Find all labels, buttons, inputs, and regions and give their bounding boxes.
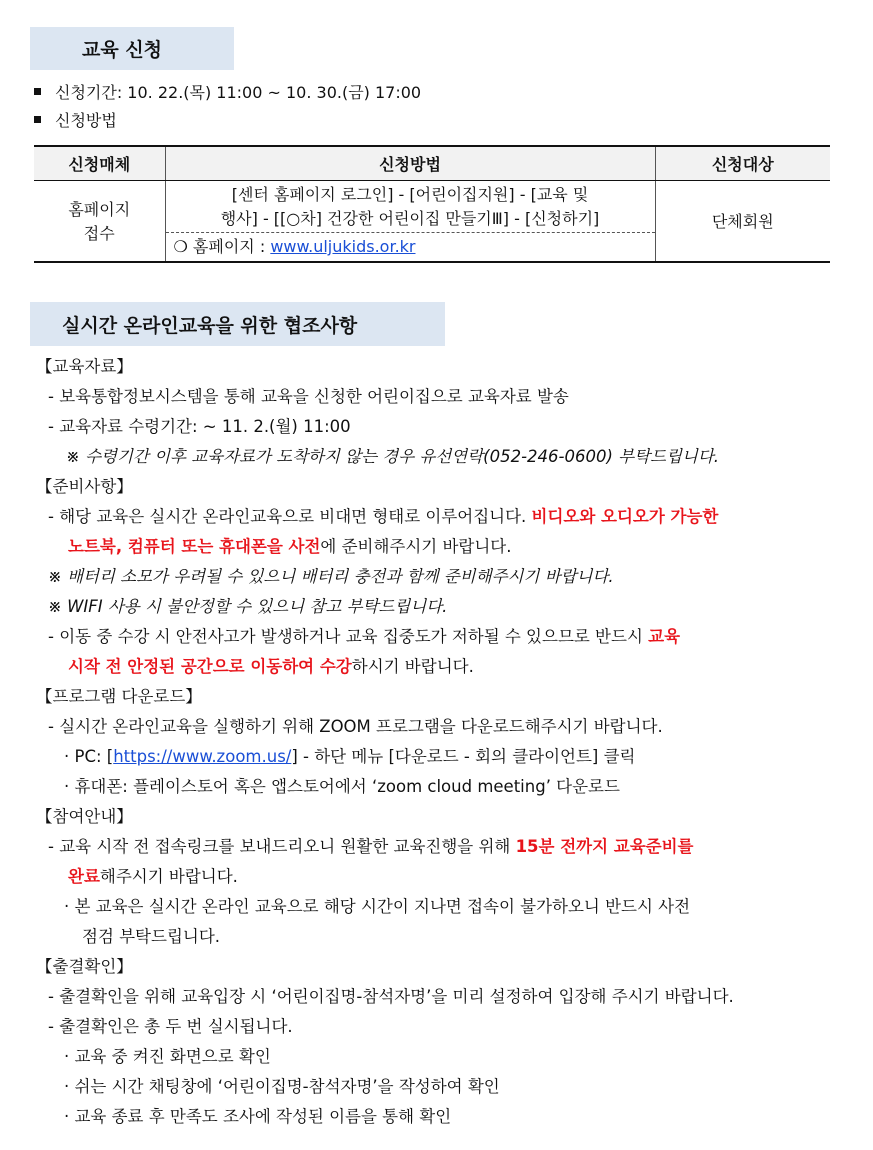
list-item-cont bbox=[36, 652, 836, 682]
text: - 교육 시작 전 접속링크를 보내드리오니 원활한 교육진행을 위해 bbox=[48, 837, 516, 856]
table-cell-media: 홈페이지 접수 bbox=[34, 181, 165, 263]
section-title-cooperation bbox=[30, 302, 445, 346]
square-bullet-icon bbox=[34, 88, 41, 95]
method-line: 행사] - [[○차] 건강한 어린이집 만들기Ⅲ] - [신청하기] bbox=[220, 209, 600, 228]
text: - 해당 교육은 실시간 온라인교육으로 비대면 형태로 이루어집니다. bbox=[48, 507, 532, 526]
homepage-label: ❍ 홈페이지 : bbox=[173, 237, 271, 256]
highlight-text: 시작 전 안정된 공간으로 이동하여 수강 bbox=[68, 657, 352, 676]
apply-method bbox=[34, 108, 117, 131]
list-item bbox=[36, 622, 836, 652]
section-title-text: 실시간 온라인교육을 위한 협조사항 bbox=[62, 314, 358, 337]
highlight-text: 완료 bbox=[68, 867, 100, 886]
sub-item: · 교육 중 켜진 화면으로 확인 bbox=[64, 1047, 271, 1066]
homepage-link[interactable]: www.uljukids.or.kr bbox=[270, 237, 416, 256]
table-header-method: 신청방법 bbox=[165, 146, 655, 181]
text: ] - 하단 메뉴 [다운로드 - 회의 클라이언트] 클릭 bbox=[291, 747, 636, 766]
note-text: ※ 배터리 소모가 우려될 수 있으니 배터리 충전과 함께 준비해주시기 바랍니다. bbox=[48, 567, 614, 586]
heading-materials: 【교육자료】 bbox=[36, 357, 133, 376]
highlight-text: 노트북, 컴퓨터 또는 휴대폰을 사전 bbox=[68, 537, 321, 556]
note-text: ※ WIFI 사용 시 불안정할 수 있으니 참고 부탁드립니다. bbox=[48, 597, 448, 616]
heading-join: 【참여안내】 bbox=[36, 807, 133, 826]
apply-period bbox=[34, 80, 421, 103]
list-item: - 교육자료 수령기간: ~ 11. 2.(월) 11:00 bbox=[48, 417, 351, 436]
apply-method-text: 신청방법 bbox=[55, 111, 117, 130]
method-line: [센터 홈페이지 로그인] - [어린이집지원] - [교육 및 bbox=[231, 185, 589, 204]
table-header-media: 신청매체 bbox=[34, 146, 165, 181]
table-header-target: 신청대상 bbox=[655, 146, 830, 181]
list-item bbox=[36, 502, 836, 532]
table-cell-homepage bbox=[165, 233, 655, 263]
list-item-cont bbox=[36, 532, 836, 562]
highlight-text: 15분 전까지 교육준비를 bbox=[515, 837, 694, 856]
highlight-text: 교육 bbox=[648, 627, 681, 646]
sub-item-cont: 점검 부탁드립니다. bbox=[82, 927, 221, 946]
sub-item: · 본 교육은 실시간 온라인 교육으로 해당 시간이 지나면 접속이 불가하오니 반드시 사전 bbox=[64, 897, 691, 916]
list-item: - 출결확인을 위해 교육입장 시 ‘어린이집명-참석자명’을 미리 설정하여 입장해 주시기 바랍니다. bbox=[48, 987, 734, 1006]
text: - 이동 중 수강 시 안전사고가 발생하거나 교육 집중도가 저하될 수 있으므로 반드시 bbox=[48, 627, 649, 646]
apply-table bbox=[34, 145, 830, 263]
square-bullet-icon bbox=[34, 116, 41, 123]
section-title-text: 교육 신청 bbox=[82, 39, 163, 61]
heading-attendance: 【출결확인】 bbox=[36, 957, 133, 976]
text: 하시기 바랍니다. bbox=[351, 657, 474, 676]
zoom-link[interactable]: https://www.zoom.us/ bbox=[113, 747, 292, 766]
list-item-cont bbox=[36, 862, 836, 892]
sub-item: · 쉬는 시간 채팅창에 ‘어린이집명-참석자명’을 작성하여 확인 bbox=[64, 1077, 500, 1096]
apply-period-text: 신청기간: 10. 22.(목) 11:00 ~ 10. 30.(금) 17:00 bbox=[55, 83, 422, 102]
section-title-apply bbox=[30, 27, 234, 70]
highlight-text: 비디오와 오디오가 가능한 bbox=[531, 507, 719, 526]
text: 해주시기 바랍니다. bbox=[99, 867, 238, 886]
table-cell-method bbox=[165, 181, 655, 233]
text: · PC: [ bbox=[64, 747, 114, 766]
table-cell-target: 단체회원 bbox=[655, 181, 830, 263]
heading-preparation: 【준비사항】 bbox=[36, 477, 133, 496]
cooperation-body bbox=[36, 352, 836, 1132]
list-item: - 보육통합정보시스템을 통해 교육을 신청한 어린이집으로 교육자료 발송 bbox=[48, 387, 569, 406]
list-item: - 실시간 온라인교육을 실행하기 위해 ZOOM 프로그램을 다운로드해주시기 바랍니다. bbox=[48, 717, 663, 736]
sub-item-pc bbox=[36, 742, 836, 772]
list-item: - 출결확인은 총 두 번 실시됩니다. bbox=[48, 1017, 293, 1036]
heading-download: 【프로그램 다운로드】 bbox=[36, 687, 202, 706]
text: 에 준비해주시기 바랍니다. bbox=[320, 537, 512, 556]
note-text: ※ 수령기간 이후 교육자료가 도착하지 않는 경우 유선연락(052-246-0600) 부탁드립니다. bbox=[66, 447, 720, 466]
list-item bbox=[36, 832, 836, 862]
sub-item-mobile: · 휴대폰: 플레이스토어 혹은 앱스토어에서 ‘zoom cloud meeting’ 다운로드 bbox=[64, 777, 620, 796]
sub-item: · 교육 종료 후 만족도 조사에 작성된 이름을 통해 확인 bbox=[64, 1107, 452, 1126]
